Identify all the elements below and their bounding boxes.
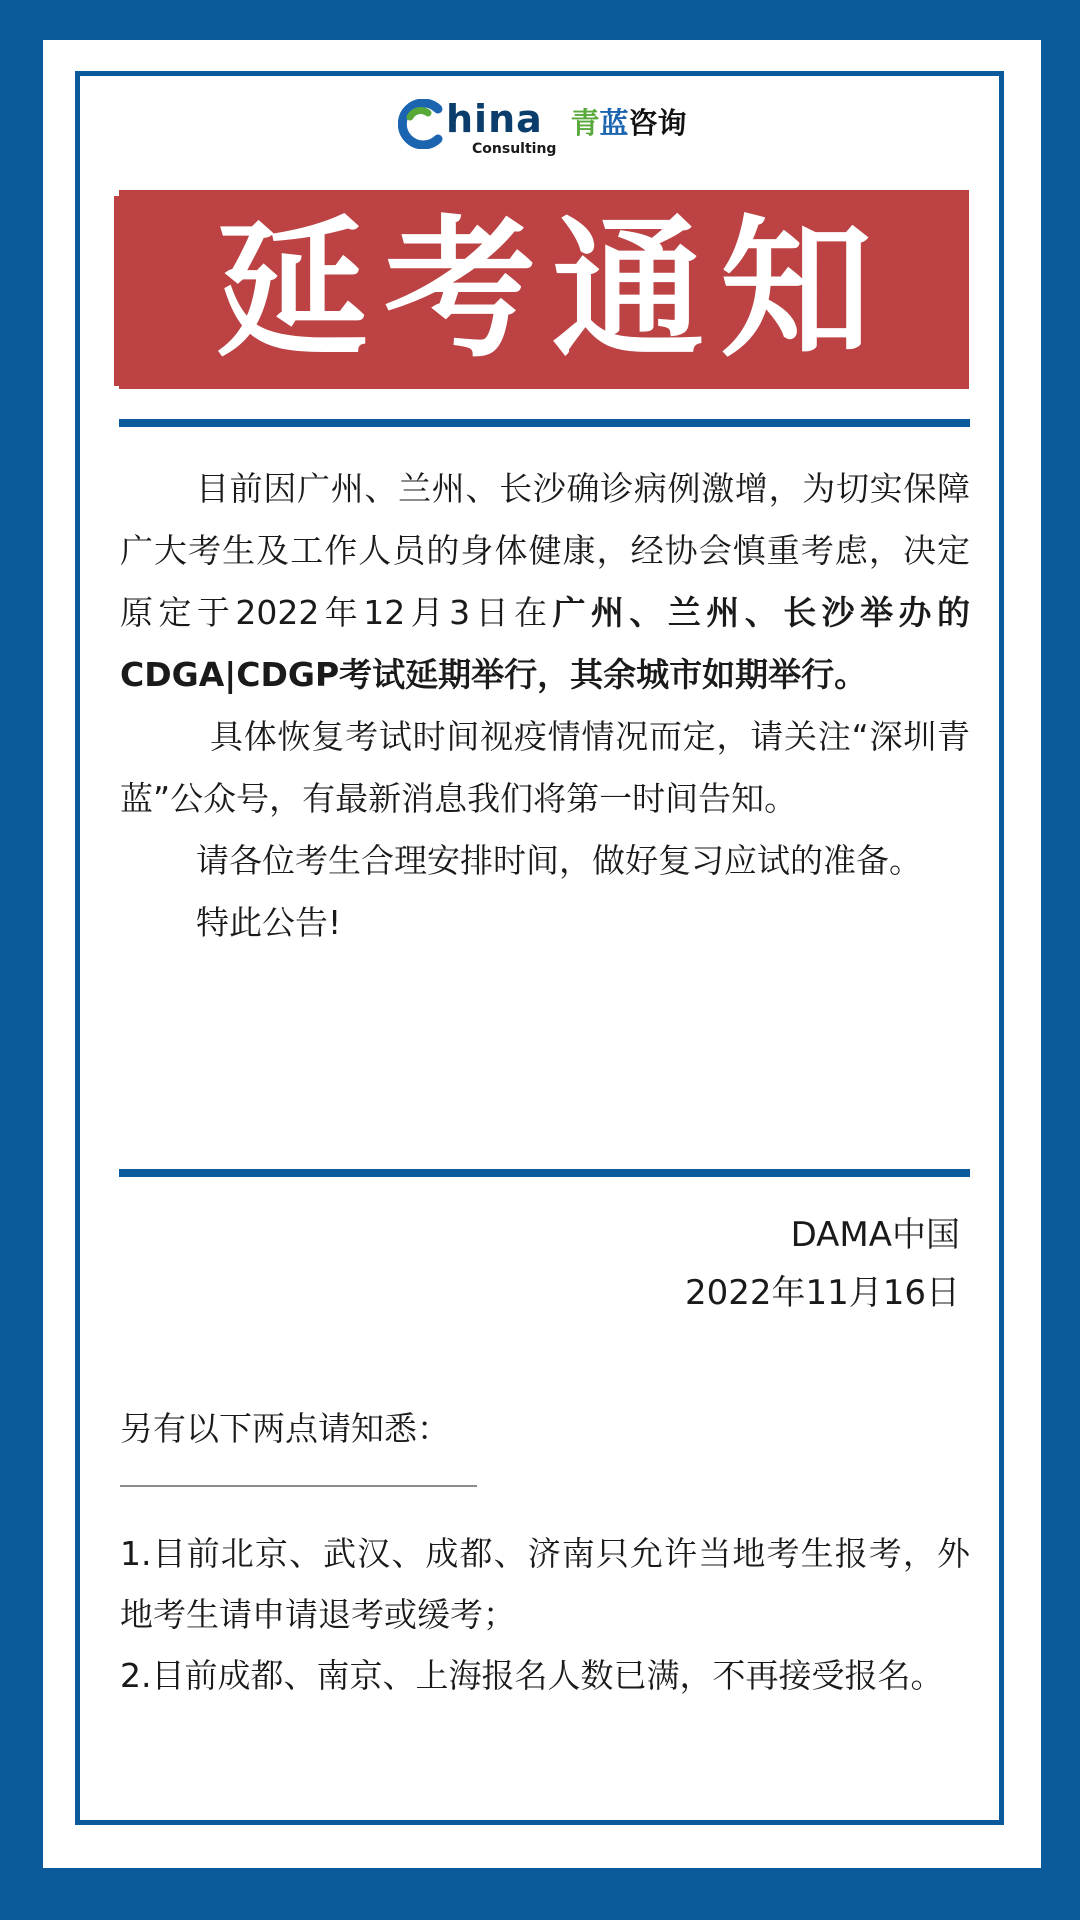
extra-notes-list xyxy=(120,1523,970,1706)
notice-body xyxy=(120,458,970,954)
signature-block xyxy=(685,1206,960,1322)
signature-org: DAMA中国 xyxy=(790,1215,960,1255)
china-c-logo-icon xyxy=(398,99,444,149)
extra-notes-divider xyxy=(120,1485,477,1487)
china-consulting-logo xyxy=(398,97,686,167)
note-item-1: 1.目前北京、武汉、成都、济南只允许当地考生报考，外地考生请申请退考或缓考； xyxy=(120,1534,970,1634)
signature-date: 2022年11月16日 xyxy=(684,1273,960,1313)
logo-cn-zixun: 咨询 xyxy=(628,106,687,140)
page-title: 延考通知 xyxy=(216,200,888,378)
logo-consulting-text: Consulting xyxy=(472,141,557,157)
paragraph-4: 特此公告! xyxy=(196,903,342,942)
extra-notes-title: 另有以下两点请知悉： xyxy=(120,1409,450,1448)
note-item-2: 2.目前成都、南京、上海报名人数已满，不再接受报名。 xyxy=(120,1656,944,1695)
paragraph-3: 请各位考生合理安排时间，做好复习应试的准备。 xyxy=(196,841,922,880)
bottom-divider xyxy=(119,1169,970,1177)
top-divider xyxy=(119,419,970,427)
logo-qinglan-consulting xyxy=(570,105,686,141)
logo-cn-qing: 青 xyxy=(570,106,600,140)
logo-cn-lan: 蓝 xyxy=(599,106,629,140)
paragraph-1-normal: 目前因广州、兰州、长沙确诊病例激增，为切实保障广大考生及工作人员的身体健康，经协会慎重考虑，决定原定于2022年12月3日在 xyxy=(120,469,970,632)
logo-china-text: hina xyxy=(446,97,543,141)
paragraph-1 xyxy=(120,458,970,706)
paragraph-1-bold: 广州、兰州、长沙举办的CDGA|CDGP考试延期举行，其余城市如期举行。 xyxy=(120,593,970,694)
paragraph-2: 具体恢复考试时间视疫情情况而定，请关注“深圳青蓝”公众号，有最新消息我们将第一时间告知。 xyxy=(120,717,970,818)
title-banner xyxy=(119,190,969,389)
